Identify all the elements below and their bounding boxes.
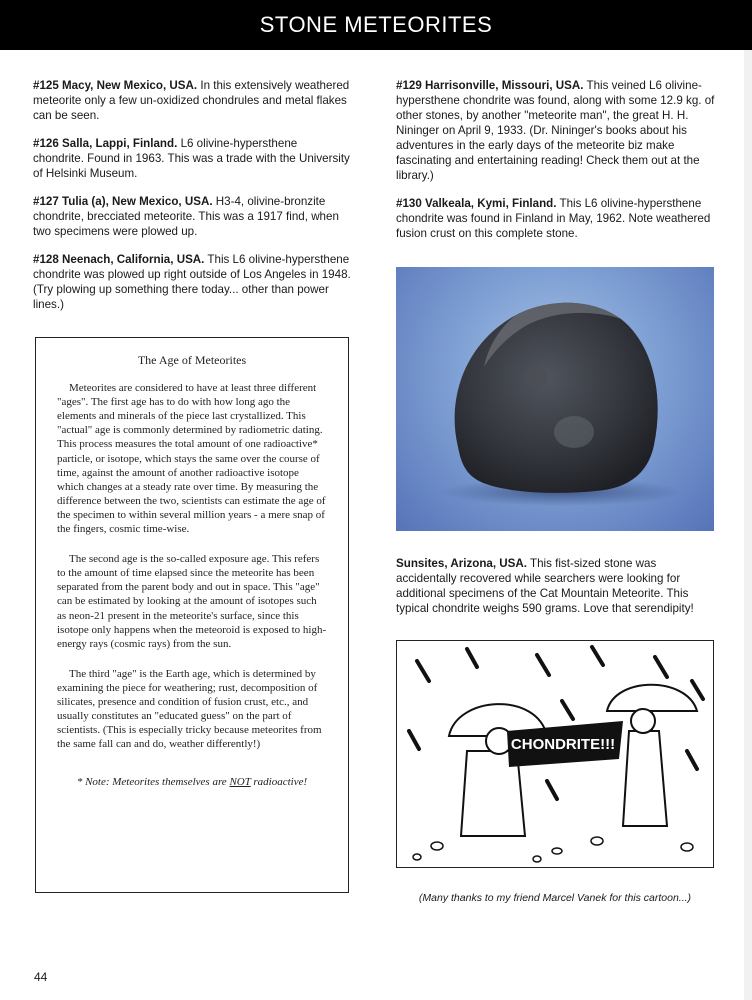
cartoon-illustration — [397, 641, 713, 867]
photo-caption — [396, 556, 718, 616]
header-tab — [0, 0, 148, 5]
page-title: STONE METEORITES — [259, 12, 493, 37]
page-number: 44 — [34, 970, 48, 984]
entry-heading: #127 Tulia (a), New Mexico, USA. — [33, 195, 213, 208]
entry-heading: #128 Neenach, California, USA. — [33, 253, 205, 266]
entry-text: H3-4, olivine-bronzite chondrite, brecciated meteorite. This was a 1917 find, when two specimens were plowed up. — [33, 195, 339, 238]
left-column — [33, 78, 351, 325]
entry-heading: #130 Valkeala, Kymi, Finland. — [396, 197, 557, 210]
stone-spot — [524, 368, 548, 386]
entry-text: In this extensively weathered meteorite only a few un-oxidized chondrules and metal flakes can be seen. — [33, 79, 350, 122]
right-column — [396, 78, 718, 254]
age-of-meteorites-sidebar — [35, 337, 349, 893]
entry-129 — [396, 78, 718, 183]
meteorite-stone-image — [396, 267, 714, 531]
entry-127 — [33, 194, 351, 239]
sidebar-title: The Age of Meteorites — [137, 353, 247, 367]
stone-spot — [554, 416, 594, 448]
note-emphasis: NOT — [229, 776, 251, 789]
caption-heading: Sunsites, Arizona, USA. — [396, 556, 527, 570]
note-text: * Note: Meteorites themselves are — [76, 776, 230, 789]
entry-text: This veined L6 olivine-hypersthene chondrite was found, along with some 12.9 kg. of other stones, by another "meteorite man", the great H. H. Nininger on April 9, 1933. (Dr. Nininger's books about his adventures in the early days of the meteorite biz make fascinating and entertaining reading! Check them out at the library.) — [396, 79, 715, 182]
sidebar-note — [57, 775, 327, 789]
entry-heading: #126 Salla, Lappi, Finland. — [33, 137, 178, 150]
page-header — [0, 0, 752, 50]
page-edge-shadow — [744, 50, 752, 1000]
sidebar-paragraph: Meteorites are considered to have at least three different "ages". The first age has to do with how long ago the elements and minerals of the piece last crystallized. This "actual" age is commonly determined by radiometric dating. This process measures the total amount of one radioactive* particle, or isotope, which stays the same over the course of time, against the amount of another radioactive isotope which changes at a steady rate over time. By measuring the difference between the two, scientists can estimate the age of the specimen to within several million years - a mere snap of the fingers, cosmic time-wise. — [57, 382, 326, 536]
sidebar-paragraph: The second age is the so-called exposure age. This refers to the amount of time elapsed since the meteorite has been separated from the parent body and out in space. This "age" can be estimated by looking at the amount of isotopes such as neon-21 present in the meteorite's surface, since this isotope only happens when the meteoroid is exposed to high-energy rays (cosmic rays) from the sun. — [57, 553, 327, 650]
entry-text: L6 olivine-hypersthene chondrite. Found in 1963. This was a trade with the University of Helsinki Museum. — [33, 137, 350, 180]
chondrite-cartoon — [396, 640, 714, 868]
entry-128 — [33, 252, 351, 312]
cartoon-speech-text: CHONDRITE!!! — [510, 736, 616, 753]
entry-126 — [33, 136, 351, 181]
cartoon-credit: (Many thanks to my friend Marcel Vanek for this cartoon...) — [418, 892, 692, 904]
entry-130 — [396, 196, 718, 241]
entry-heading: #125 Macy, New Mexico, USA. — [33, 79, 198, 92]
stone-body — [455, 303, 658, 493]
note-text-end: radioactive! — [250, 776, 308, 789]
entry-125 — [33, 78, 351, 123]
entry-heading: #129 Harrisonville, Missouri, USA. — [396, 79, 584, 92]
sidebar-paragraph: The third "age" is the Earth age, which is determined by examining the piece for weathering; rust, decomposition of silicates, presence and condition of fusion crust, etc., and usually constitutes an "educated guess" on the part of scientists. (This is especially tricky because meteorites from the same fall can and do, weather differently!) — [57, 667, 322, 751]
entry-text: This L6 olivine-hypersthene chondrite was plowed up right outside of Los Angeles in 1948. (Try plowing up something there today... other than power lines.) — [33, 253, 351, 311]
meteorite-photo — [396, 267, 714, 531]
caption-text: This fist-sized stone was accidentally recovered while searchers were looking for additional specimens of the Cat Mountain Meteorite. This typical chondrite weighs 590 grams. Love that serendipity! — [396, 556, 694, 615]
woman-figure — [623, 731, 667, 826]
entry-text: This L6 olivine-hypersthene chondrite was found in Finland in May, 1962. Note weathered fusion crust on this complete stone. — [396, 197, 711, 240]
